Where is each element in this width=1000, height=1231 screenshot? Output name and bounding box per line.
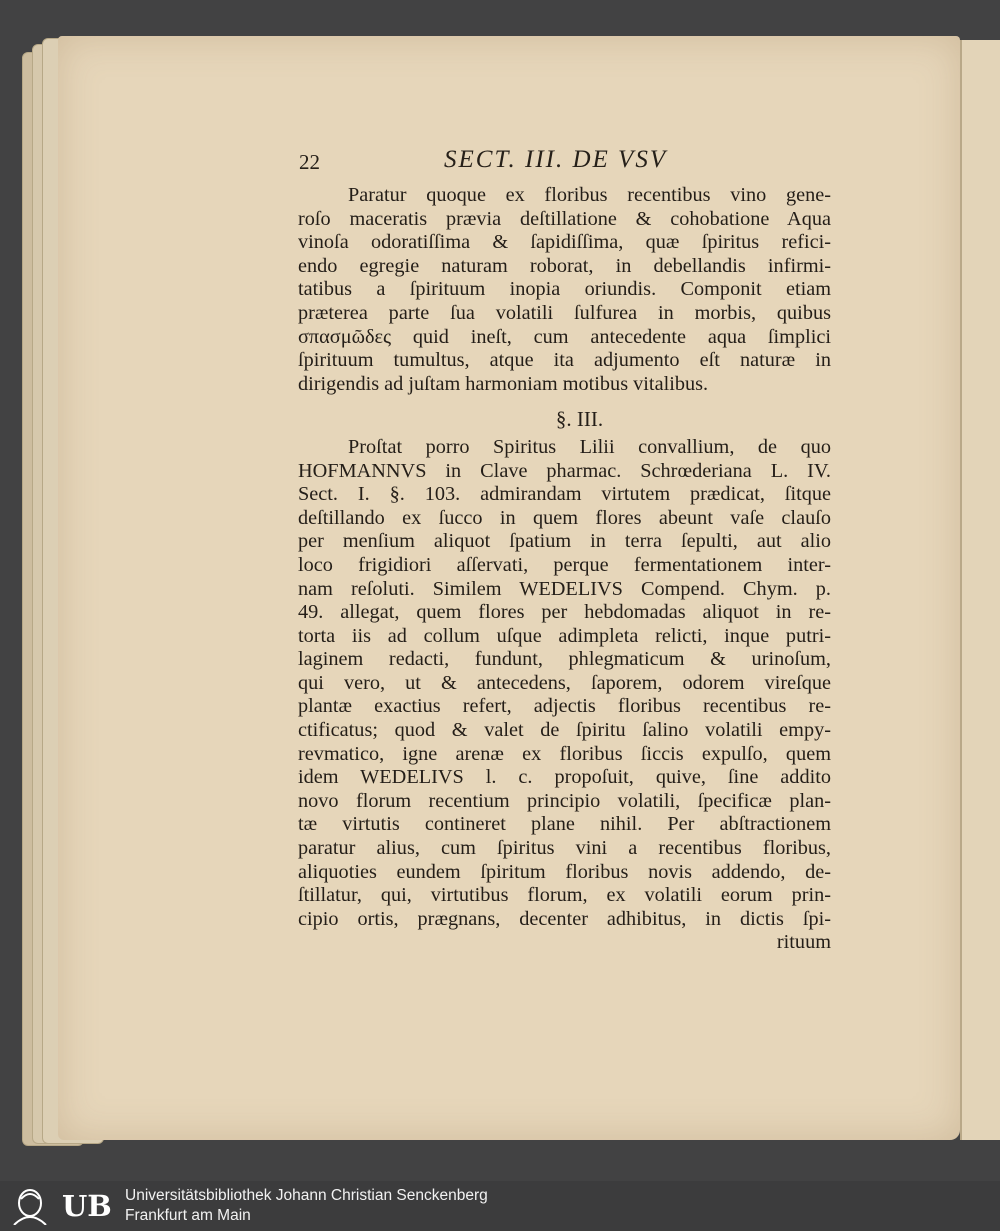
library-location: Frankfurt am Main	[125, 1207, 251, 1224]
text-line: torta iis ad collum uſque adimpleta relicti, inque putri-	[298, 624, 831, 647]
text-line: loco frigidiori aſſervati, perque fermentationem inter-	[298, 553, 831, 576]
text-line: endo egregie naturam roborat, in debellandis infirmi-	[298, 254, 831, 277]
text-line: 49. allegat, quem flores per hebdomadas aliquot in re-	[298, 601, 831, 624]
text-line: aliquoties eundem ſpiritum floribus novis addendo, de-	[298, 860, 831, 883]
text-line: σπασμῶδες quid ineſt, cum antecedente aqua ſimplici	[298, 325, 831, 348]
logo-text: UB	[62, 1189, 112, 1223]
text-line: ctificatus; quod & valet de ſpiritu ſalino volatili empy-	[298, 719, 831, 742]
library-name: Universitätsbibliothek Johann Christian Senckenberg	[125, 1187, 488, 1204]
text-line: revmatico, igne arenæ ex floribus ſiccis expulſo, quem	[298, 742, 831, 765]
page-header	[0, 146, 1000, 182]
text-line: paratur alius, cum ſpiritus vini a recentibus floribus,	[298, 837, 831, 860]
text-line: novo florum recentium principio volatili, ſpecificæ plan-	[298, 789, 831, 812]
text-line: qui vero, ut & antecedens, ſaporem, odorem vireſque	[298, 671, 831, 694]
text-line: vinoſa odoratiſſima & ſapidiſſima, quæ ſpiritus refici-	[298, 231, 831, 254]
text-line: Paratur quoque ex floribus recentibus vino gene-	[348, 184, 831, 206]
text-line: cipio ortis, prægnans, decenter adhibitus, in dictis ſpi-	[298, 907, 831, 930]
text-line: per menſium aliquot ſpatium in terra ſepulti, aut alio	[298, 530, 831, 553]
text-line: deſtillando ex ſucco in quem flores abeunt vaſe clauſo	[298, 506, 831, 529]
footer-bar	[0, 1181, 1000, 1231]
text-line: roſo maceratis prævia deſtillatione & cohobatione Aqua	[298, 207, 831, 230]
section-heading: §. III.	[555, 407, 604, 432]
text-line: laginem redacti, fundunt, phlegmaticum & urinoſum,	[298, 648, 831, 671]
library-logo[interactable]	[6, 1187, 116, 1225]
page-number: 22	[299, 150, 320, 174]
text-line: Proſtat porro Spiritus Lilii convallium, de quo	[348, 435, 831, 458]
text-line: HOFMANNVS in Clave pharmac. Schrœderiana L. IV.	[298, 459, 831, 482]
portrait-icon	[6, 1187, 54, 1225]
text-line: rituum	[776, 931, 831, 954]
text-line: tatibus a ſpirituum inopia oriundis. Componit etiam	[298, 278, 831, 301]
text-line: ſtillatur, qui, virtutibus florum, ex volatili eorum prin-	[298, 884, 831, 907]
text-line: idem WEDELIVS l. c. propoſuit, quive, ſine addito	[298, 766, 831, 789]
text-line: nam reſoluti. Similem WEDELIVS Compend. Chym. p.	[298, 577, 831, 600]
text-line: tæ virtutis contineret plane nihil. Per abſtractionem	[298, 813, 831, 836]
text-line: Sect. I. §. 103. admirandam virtutem prædicat, ſitque	[298, 483, 831, 506]
facing-page-edge	[960, 40, 1000, 1140]
text-line: plantæ exactius refert, adjectis floribus recentibus re-	[298, 695, 831, 718]
text-line: ſpirituum tumultus, atque ita adjumento eſt naturæ in	[298, 349, 831, 372]
body-text	[298, 184, 831, 955]
running-head: SECT. III. DE VSV	[444, 146, 668, 173]
text-line: dirigendis ad juſtam harmoniam motibus vitalibus.	[298, 372, 709, 395]
text-line: præterea parte ſua volatili ſulfurea in morbis, quibus	[298, 301, 831, 324]
